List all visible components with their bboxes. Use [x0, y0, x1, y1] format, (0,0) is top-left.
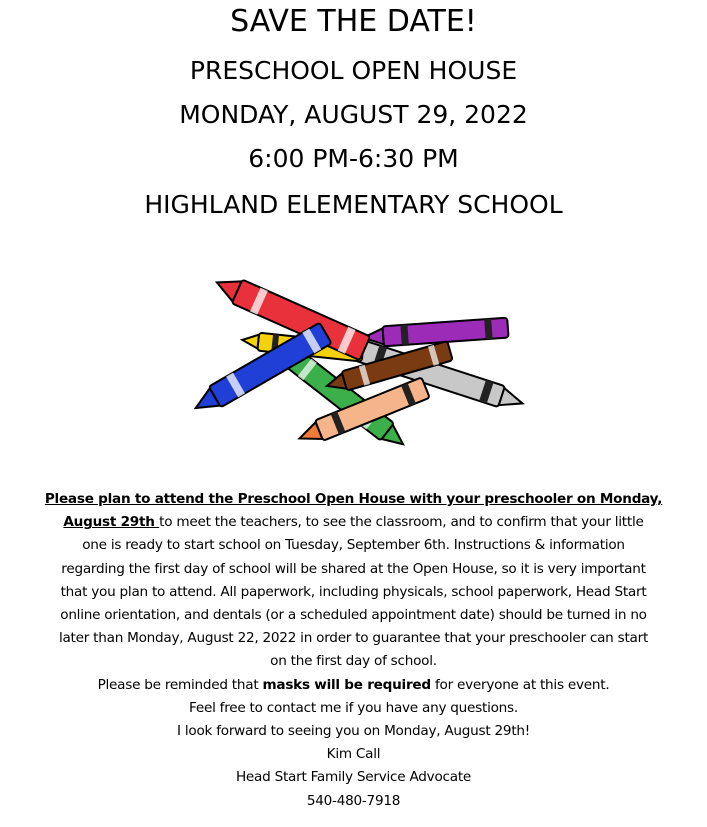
letter-body — [40, 488, 667, 813]
body-line-4: regarding the first day of school will be shared at the Open House, so it is very important — [61, 560, 646, 577]
masks-required: masks will be required — [262, 676, 431, 693]
crayon-purple — [363, 318, 509, 348]
masks-post: for everyone at this event. — [430, 676, 610, 693]
body-line-2 — [40, 511, 667, 534]
body-line-3: one is ready to start school on Tuesday, September 6th. Instructions & information — [82, 537, 625, 554]
body-line-8: on the first day of school. — [270, 653, 437, 670]
body-line-6: online orientation, and dentals (or a scheduled appointment date) should be turned in no — [60, 607, 647, 624]
masks-pre: Please be reminded that — [97, 676, 263, 693]
signature-role: Head Start Family Service Advocate — [235, 769, 472, 786]
body-line-2-rest: to meet the teachers, to see the classroom, and to confirm that your little — [159, 514, 644, 531]
body-line-5: that you plan to attend. All paperwork, including physicals, school paperwork, Head Start — [60, 583, 647, 600]
signature-name: Kim Call — [326, 746, 381, 763]
page-title: SAVE THE DATE! — [230, 4, 477, 39]
body-line-7: later than Monday, August 22, 2022 in order to guarantee that your preschooler can start — [58, 630, 649, 647]
crayons-icon — [180, 270, 530, 450]
event-location: HIGHLAND ELEMENTARY SCHOOL — [144, 190, 563, 219]
signature-phone: 540-480-7918 — [306, 792, 401, 809]
masks-notice — [40, 674, 667, 697]
body-line-1: Please plan to attend the Preschool Open House with your preschooler on Monday, — [44, 491, 663, 507]
event-time: 6:00 PM-6:30 PM — [248, 144, 459, 173]
closing-line: I look forward to seeing you on Monday, August 29th! — [177, 723, 530, 740]
event-date: MONDAY, AUGUST 29, 2022 — [179, 100, 528, 129]
event-name: PRESCHOOL OPEN HOUSE — [189, 56, 518, 85]
highlight-date: August 29th — [63, 514, 160, 531]
contact-line: Feel free to contact me if you have any questions. — [189, 699, 518, 716]
